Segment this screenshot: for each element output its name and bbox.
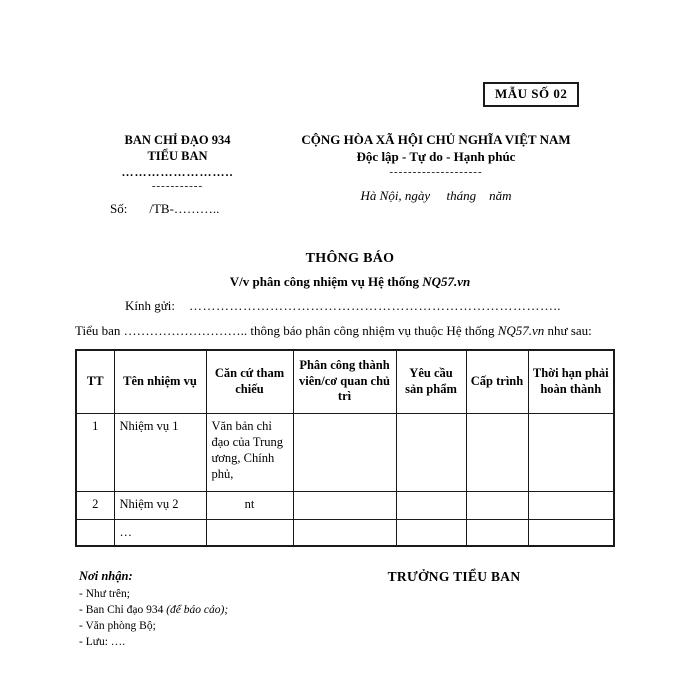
national-motto-block <box>290 132 582 218</box>
national-title: CỘNG HÒA XÃ HỘI CHỦ NGHĨA VIỆT NAM <box>301 132 571 147</box>
org-name-line1: BAN CHỈ ĐẠO 934 <box>124 133 231 147</box>
motto-separator: -------------------- <box>389 165 483 178</box>
cell-tt: 1 <box>76 413 114 491</box>
cell-assignee <box>293 413 396 491</box>
recipients-heading: Nơi nhận: <box>79 569 133 584</box>
table-row <box>76 491 614 519</box>
cell-reference: Văn bản chỉ đạo của Trung ương, Chính phủ, <box>206 413 293 491</box>
recipient-item <box>79 618 294 634</box>
recipient-item <box>79 634 294 650</box>
cell-tt: 2 <box>76 491 114 519</box>
form-number-label: MẪU SỐ 02 <box>495 86 568 101</box>
salutation-dots: ……………………………………………………………………….. <box>189 297 562 313</box>
document-subtitle <box>75 274 625 290</box>
document-footer <box>75 569 625 650</box>
col-header-task-name: Tên nhiệm vụ <box>114 350 206 414</box>
form-number-badge <box>483 82 579 107</box>
col-header-reference: Căn cứ tham chiếu <box>206 350 293 414</box>
cell-task-name: … <box>114 519 206 546</box>
recipient-item <box>79 586 294 602</box>
body-text-prefix: Tiểu ban ……………………….. thông báo phân công nhiệm vụ thuộc Hệ thống <box>75 322 498 338</box>
col-header-assignee: Phân công thành viên/cơ quan chủ trì <box>293 350 396 414</box>
cell-level <box>466 519 528 546</box>
subtitle-text: V/v phân công nhiệm vụ Hệ thống <box>229 273 423 289</box>
cell-tt <box>76 519 114 546</box>
cell-deliverable <box>396 491 466 519</box>
recipient-text: - Ban Chỉ đạo 934 <box>79 604 167 617</box>
cell-assignee <box>293 491 396 519</box>
salutation-label: Kính gửi: <box>125 297 176 313</box>
table-row <box>76 413 614 491</box>
national-motto: Độc lập - Tự do - Hạnh phúc <box>356 148 516 164</box>
cell-level <box>466 413 528 491</box>
document-number-label: Số: <box>110 201 128 217</box>
document-number-value: /TB-……….. <box>149 201 220 217</box>
cell-level <box>466 491 528 519</box>
recipient-text: - Lưu: …. <box>79 636 126 649</box>
recipient-text: - Văn phòng Bộ; <box>79 620 156 633</box>
cell-deliverable <box>396 519 466 546</box>
col-header-level: Cấp trình <box>466 350 528 414</box>
cell-assignee <box>293 519 396 546</box>
col-header-deadline: Thời hạn phải hoàn thành <box>528 350 614 414</box>
cell-deadline <box>528 519 614 546</box>
cell-reference <box>206 519 293 546</box>
signature-title: TRƯỞNG TIỂU BAN <box>387 569 521 585</box>
table-row <box>76 519 614 546</box>
salutation-line <box>75 298 625 314</box>
cell-task-name: Nhiệm vụ 1 <box>114 413 206 491</box>
body-paragraph <box>75 322 625 340</box>
cell-deliverable <box>396 413 466 491</box>
org-separator: ----------- <box>151 180 204 193</box>
cell-deadline <box>528 491 614 519</box>
document-title: THÔNG BÁO <box>305 250 395 266</box>
task-assignment-table <box>75 349 615 548</box>
body-system-name: NQ57.vn <box>497 322 545 338</box>
recipient-item <box>79 602 294 618</box>
col-header-tt: TT <box>76 350 114 414</box>
subtitle-system-name: NQ57.vn <box>422 273 471 289</box>
org-name-line2: TIỂU BAN <box>147 149 208 164</box>
document-number-line <box>85 201 270 218</box>
cell-task-name: Nhiệm vụ 2 <box>114 491 206 519</box>
col-header-deliverable: Yêu cầu sản phẩm <box>396 350 466 414</box>
issuing-org-block <box>85 132 270 218</box>
place-date-line: Hà Nội, ngày tháng năm <box>360 187 512 203</box>
cell-deadline <box>528 413 614 491</box>
recipient-note: (để báo cáo); <box>166 604 229 617</box>
cell-reference: nt <box>206 491 293 519</box>
org-fill-dots: …………………….. <box>121 164 234 179</box>
table-header-row <box>76 350 614 414</box>
document-header <box>75 132 625 218</box>
body-text-suffix: như sau: <box>544 322 592 338</box>
recipients-block <box>79 569 294 650</box>
recipient-text: - Như trên; <box>79 588 130 601</box>
